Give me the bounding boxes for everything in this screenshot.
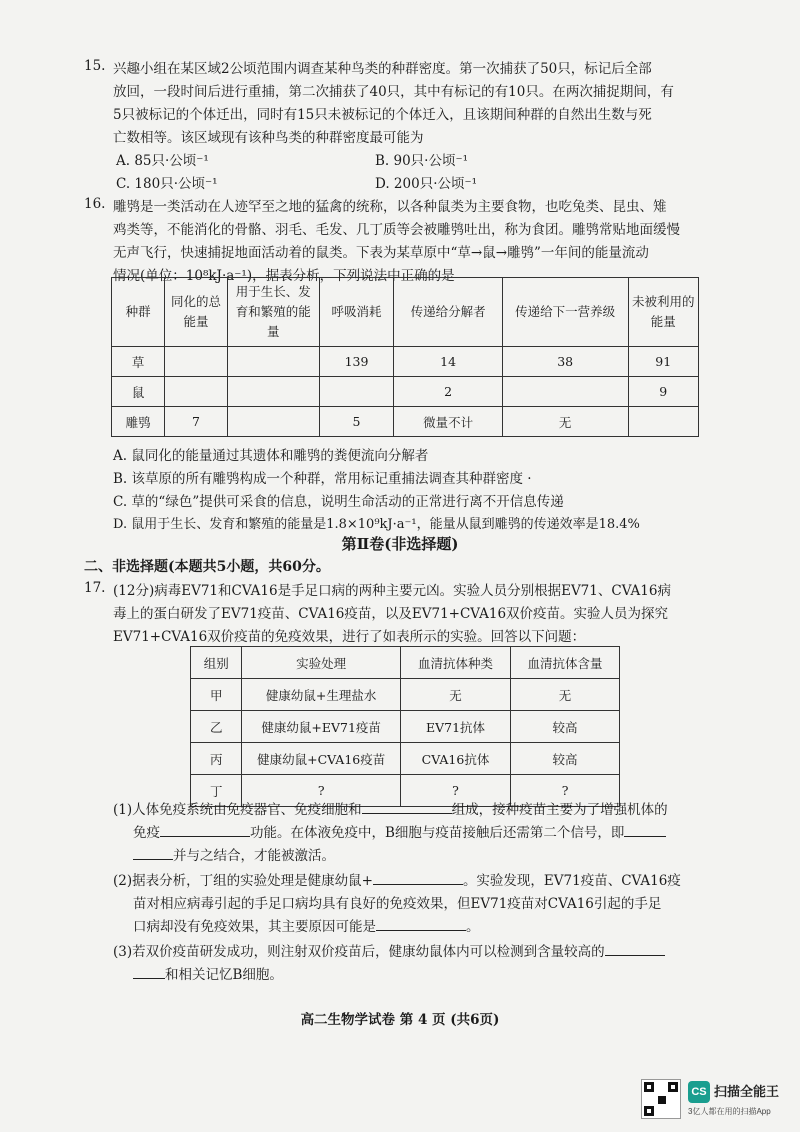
table-header-row	[112, 278, 699, 347]
scanner-app-name: 扫描全能王	[714, 1084, 780, 1099]
q15-line: 亡数相等。该区域现有该种鸟类的种群密度最可能为	[113, 130, 424, 146]
table-cell: 9	[628, 377, 699, 407]
table-cell: 雕鸮	[112, 407, 165, 437]
table-cell: 2	[394, 377, 503, 407]
table-cell: 较高	[511, 711, 620, 743]
table-cell: 草	[112, 347, 165, 377]
table-header-row	[191, 647, 620, 679]
table-cell: 健康幼鼠+CVA16疫苗	[242, 743, 401, 775]
q17-sub1-text: 功能。在体液免疫中，B细胞与疫苗接触后还需第二个信号，即	[250, 825, 625, 841]
vaccine-experiment-table	[190, 646, 620, 807]
table-cell: 乙	[191, 711, 242, 743]
table-cell: 无	[502, 407, 628, 437]
table-cell: 139	[319, 347, 394, 377]
page-footer: 高二生物学试卷 第 4 页 (共6页)	[300, 1012, 500, 1028]
header-cell: 用于生长、发育和繁殖的能量	[227, 278, 319, 347]
q17-sub2-text: 口病却没有免疫效果，其主要原因可能是	[133, 919, 376, 935]
q16-number: 16.	[84, 196, 106, 212]
header-cell: 种群	[112, 278, 165, 347]
table-cell: 14	[394, 347, 503, 377]
table-cell: 5	[319, 407, 394, 437]
q15-option-d: D. 200只·公顷⁻¹	[375, 176, 478, 192]
q17-sub2-text: 。实验发现，EV71疫苗、CVA16疫	[462, 873, 681, 889]
q16-stem	[113, 196, 723, 288]
header-cell: 实验处理	[242, 647, 401, 679]
q17-sub2-line1	[113, 869, 681, 889]
table-cell: 甲	[191, 679, 242, 711]
q15-option-c: C. 180只·公顷⁻¹	[116, 176, 218, 192]
q16-line: 雕鸮是一类活动在人迹罕至之地的猛禽的统称，以各种鼠类为主要食物，也吃兔类、昆虫、雉	[113, 199, 667, 215]
q17-sub1-line1	[113, 798, 668, 818]
q17-sub3-line2	[133, 963, 283, 983]
header-cell: 传递给下一营养级	[502, 278, 628, 347]
table-cell	[319, 377, 394, 407]
header-cell: 呼吸消耗	[319, 278, 394, 347]
table-row	[112, 347, 699, 377]
table-cell: 38	[502, 347, 628, 377]
table-cell	[227, 377, 319, 407]
scanner-tagline: 3亿人都在用的扫描App	[688, 1107, 771, 1116]
q17-line: (12分)病毒EV71和CVA16是手足口病的两种主要元凶。实验人员分别根据EV71、CVA16病	[113, 583, 671, 599]
q16-line: 情况(单位：10⁸kJ·a⁻¹)，据表分析，下列说法中正确的是	[113, 268, 455, 284]
table-cell: 丁	[191, 775, 242, 807]
table-cell	[502, 377, 628, 407]
answer-blank[interactable]	[624, 822, 666, 837]
camscanner-logo-icon: CS	[688, 1081, 710, 1103]
answer-blank[interactable]	[373, 870, 463, 885]
table-cell	[628, 407, 699, 437]
table-cell	[227, 347, 319, 377]
table-row	[191, 743, 620, 775]
answer-blank[interactable]	[133, 964, 165, 979]
energy-flow-table	[111, 277, 699, 437]
q17-line: EV71+CVA16双价疫苗的免疫效果，进行了如表所示的实验。回答以下问题：	[113, 629, 586, 645]
q17-sub1-text: (1)人体免疫系统由免疫器官、免疫细胞和	[113, 802, 362, 818]
q16-line: 无声飞行，快速捕捉地面活动着的鼠类。下表为某草原中“草→鼠→雕鸮”一年间的能量流动	[113, 245, 649, 261]
q17-sub1-text: 组成，接种疫苗主要为了增强机体的	[451, 802, 668, 818]
table-row	[191, 679, 620, 711]
q17-sub2-line3	[133, 915, 480, 935]
table-cell	[165, 347, 228, 377]
q17-sub1-line2	[133, 821, 666, 841]
header-cell: 传递给分解者	[394, 278, 503, 347]
table-cell: 较高	[511, 743, 620, 775]
table-cell: ?	[242, 775, 401, 807]
table-cell: 7	[165, 407, 228, 437]
q17-sub1-text: 并与之结合，才能被激活。	[173, 848, 335, 864]
q17-sub2-text: 。	[466, 919, 480, 935]
q17-sub3-text: (3)若双价疫苗研发成功，则注射双价疫苗后，健康幼鼠体内可以检测到含量较高的	[113, 944, 605, 960]
table-cell: ?	[511, 775, 620, 807]
table-cell: 微量不计	[394, 407, 503, 437]
q17-number: 17.	[84, 580, 106, 596]
header-cell: 血清抗体含量	[511, 647, 620, 679]
answer-blank[interactable]	[160, 822, 250, 837]
q16-option-d: D. 鼠用于生长、发育和繁殖的能量是1.8×10⁹kJ·a⁻¹，能量从鼠到雕鸮的传递效率是18.4%	[113, 517, 640, 532]
header-cell: 同化的总能量	[165, 278, 228, 347]
q17-sub3-line1	[113, 940, 665, 960]
q16-option-b: B. 该草原的所有雕鸮构成一个种群，常用标记重捕法调查其种群密度 ·	[113, 471, 532, 487]
q15-option-b: B. 90只·公顷⁻¹	[375, 153, 469, 169]
table-cell: 丙	[191, 743, 242, 775]
answer-blank[interactable]	[605, 941, 665, 956]
q16-option-c: C. 草的“绿色”提供可采食的信息，说明生命活动的正常进行离不开信息传递	[113, 494, 564, 510]
header-cell: 组别	[191, 647, 242, 679]
table-cell: 无	[400, 679, 510, 711]
table-cell: 无	[511, 679, 620, 711]
part2-title: 第Ⅱ卷(非选择题)	[341, 535, 459, 553]
table-row	[191, 711, 620, 743]
q17-line: 毒上的蛋白研发了EV71疫苗、CVA16疫苗，以及EV71+CVA16双价疫苗。实验人员为探究	[113, 606, 669, 622]
q15-line: 兴趣小组在某区域2公顷范围内调查某种鸟类的种群密度。第一次捕获了50只，标记后全部	[113, 61, 652, 77]
table-cell: ?	[400, 775, 510, 807]
header-cell: 未被利用的能量	[628, 278, 699, 347]
q16-option-a: A. 鼠同化的能量通过其遗体和雕鸮的粪便流向分解者	[113, 448, 429, 464]
q16-line: 鸡类等，不能消化的骨骼、羽毛、毛发、几丁质等会被雕鸮吐出，称为食团。雕鸮常贴地面缓慢	[113, 222, 680, 238]
q15-option-a: A. 85只·公顷⁻¹	[116, 153, 209, 169]
answer-blank[interactable]	[362, 799, 452, 814]
answer-blank[interactable]	[133, 845, 173, 860]
header-cell: 血清抗体种类	[400, 647, 510, 679]
q17-sub2-text: (2)据表分析，丁组的实验处理是健康幼鼠+	[113, 873, 373, 889]
q17-sub1-text: 免疫	[133, 825, 160, 841]
table-cell	[165, 377, 228, 407]
answer-blank[interactable]	[376, 916, 466, 931]
table-cell	[227, 407, 319, 437]
section-heading: 二、非选择题(本题共5小题，共60分。	[84, 559, 330, 575]
table-row	[112, 377, 699, 407]
table-cell: EV71抗体	[400, 711, 510, 743]
q17-sub2-line2: 苗对相应病毒引起的手足口病均具有良好的免疫效果，但EV71疫苗对CVA16引起的手足	[133, 896, 662, 912]
table-cell: 健康幼鼠+EV71疫苗	[242, 711, 401, 743]
q15-stem	[113, 58, 723, 150]
table-cell: 健康幼鼠+生理盐水	[242, 679, 401, 711]
table-cell: 鼠	[112, 377, 165, 407]
q15-number: 15.	[84, 58, 106, 74]
q15-line: 放回，一段时间后进行重捕，第二次捕获了40只，其中有标记的有10只。在两次捕捉期间，有	[113, 84, 674, 100]
table-cell: CVA16抗体	[400, 743, 510, 775]
qr-code-icon	[641, 1079, 681, 1119]
q17-sub3-text: 和相关记忆B细胞。	[165, 967, 283, 983]
table-row	[112, 407, 699, 437]
q15-line: 5只被标记的个体迁出，同时有15只未被标记的个体迁入，且该期间种群的自然出生数与死	[113, 107, 652, 123]
q17-stem	[113, 580, 723, 649]
q17-sub1-line3	[133, 844, 335, 864]
table-cell: 91	[628, 347, 699, 377]
